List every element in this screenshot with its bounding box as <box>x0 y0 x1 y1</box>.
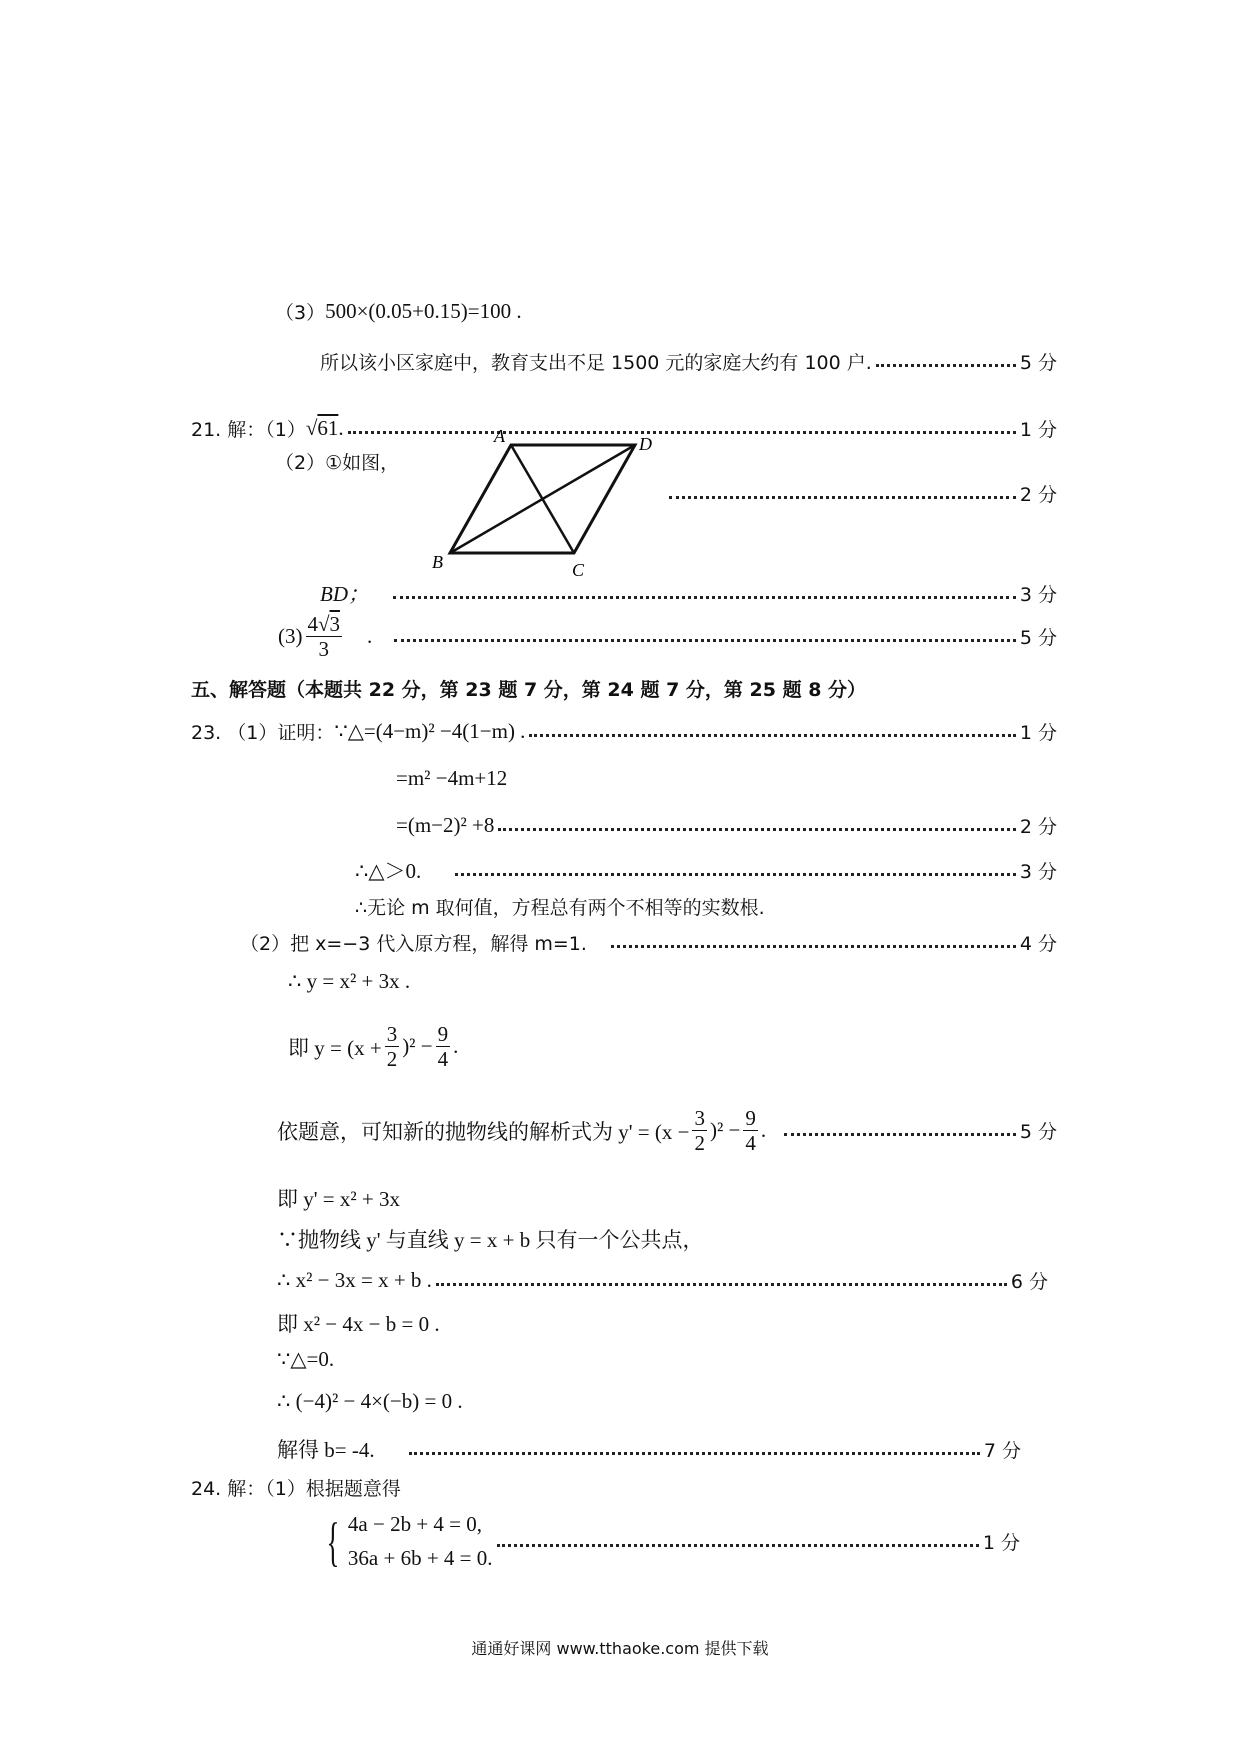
q23-line2 <box>396 766 507 791</box>
section-heading <box>191 675 866 702</box>
period: . <box>367 624 373 649</box>
q23-line9 <box>277 1183 400 1213</box>
denominator: 2 <box>386 1047 398 1072</box>
math-line: 解得 b= -4. <box>277 1438 375 1462</box>
math-line: 即 x² − 4x − b = 0 . <box>277 1312 440 1336</box>
q23-line10 <box>277 1224 703 1254</box>
q23-line5 <box>355 893 765 920</box>
fraction <box>436 1022 451 1071</box>
math-prefix: 即 y = (x + <box>288 1035 382 1060</box>
math-line: ∵抛物线 y' 与直线 y = x + b 只有一个公共点， <box>277 1228 704 1252</box>
q24-system <box>320 1508 1020 1575</box>
math-mid: )² − <box>402 1034 433 1059</box>
part2-text: （2）把 x=−3 代入原方程，解得 m=1. <box>240 933 587 955</box>
math-mid: )² − <box>709 1118 741 1143</box>
numerator: 9 <box>437 1022 449 1046</box>
fraction <box>385 1022 400 1071</box>
sqrt-expression: √61. <box>305 416 344 440</box>
q23-line15 <box>277 1434 1021 1464</box>
math-line: ∵△=0. <box>277 1347 335 1371</box>
dotted-leader <box>498 828 1015 831</box>
vertex-label-b: B <box>432 552 443 572</box>
math-line: ∵△=(4−m)² −4(1−m) . <box>334 719 526 743</box>
score: 5 分 <box>1019 627 1057 650</box>
fraction: $\frac{4√3}{3}$ <box>307 612 341 662</box>
numerator: 3 <box>386 1022 398 1046</box>
bd-answer: BD； <box>320 582 369 606</box>
score: 5 分 <box>1019 352 1057 374</box>
denominator: 2 <box>694 1131 705 1156</box>
dotted-leader <box>669 496 1016 499</box>
math-line: =m² −4m+12 <box>396 766 508 790</box>
dotted-leader <box>876 364 1016 367</box>
dotted-leader <box>409 1452 980 1455</box>
score: 4 分 <box>1019 933 1057 955</box>
equation-1: 4a − 2b + 4 = 0, <box>347 1512 483 1536</box>
denominator: 4 <box>745 1131 756 1156</box>
vertex-label-c: C <box>572 560 585 580</box>
numerator-radicand: 3 <box>329 612 341 636</box>
vertex-label-a: A <box>494 426 505 446</box>
dotted-leader <box>393 596 1016 599</box>
vertex-label-d: D <box>639 434 652 454</box>
dotted-leader <box>611 945 1016 948</box>
math-line: ∴ (−4)² − 4×(−b) = 0 . <box>277 1389 463 1413</box>
score: 2 分 <box>1019 484 1057 506</box>
q23-line14 <box>277 1389 463 1414</box>
q23-line6 <box>288 969 410 994</box>
diagonal-bd <box>450 445 635 553</box>
dotted-leader <box>529 734 1015 737</box>
conclusion-text: ∴无论 m 取何值，方程总有两个不相等的实数根. <box>355 897 765 919</box>
q23-line11 <box>277 1267 1048 1294</box>
q21-part2-label <box>275 448 399 475</box>
math-line: ∴ x² − 3x = x + b . <box>277 1268 432 1292</box>
q23-line4 <box>355 855 1057 885</box>
part-label: （2）①如图， <box>275 452 400 474</box>
numerator-coef: 4 <box>307 612 318 636</box>
dotted-leader <box>784 1133 1016 1136</box>
left-brace: { <box>326 1511 340 1572</box>
score: 3 分 <box>1019 860 1057 883</box>
dotted-leader <box>436 1283 1007 1286</box>
math-line: =(m−2)² +8 <box>396 813 495 837</box>
denominator: 4 <box>437 1047 449 1072</box>
q20-conclusion <box>320 348 1057 375</box>
score: 6 分 <box>1010 1271 1048 1293</box>
q20-part3 <box>275 298 522 325</box>
dotted-leader <box>497 1544 979 1547</box>
math-prefix: 依题意，可知新的抛物线的解析式为 y' = (x − <box>277 1119 690 1144</box>
equation-system <box>348 1508 493 1575</box>
period: . <box>760 1118 767 1143</box>
numerator: 9 <box>745 1106 756 1130</box>
part-label: （3） <box>275 302 326 324</box>
math-line: 即 y' = x² + 3x <box>277 1187 401 1211</box>
fraction <box>743 1106 758 1155</box>
score: 1 分 <box>1019 722 1057 744</box>
dotted-leader <box>394 639 1016 642</box>
q24-label <box>191 1474 401 1501</box>
q23-line3 <box>396 812 1057 839</box>
dotted-leader <box>455 873 1016 876</box>
q23-part2 <box>240 929 1057 956</box>
q23-line8 <box>277 1106 1057 1155</box>
part-label: (3) <box>278 624 303 649</box>
numerator: 3 <box>694 1106 705 1130</box>
conclusion-text: 所以该小区家庭中，教育支出不足 1500 元的家庭大约有 100 户. <box>320 352 872 374</box>
section-heading-text: 五、解答题（本题共 22 分，第 23 题 7 分，第 24 题 7 分，第 25 题 8 分） <box>191 679 867 701</box>
footer-text: 通通好课网 www.tthaoke.com 提供下载 <box>471 1639 769 1658</box>
radicand: 61 <box>317 416 339 440</box>
math-line: ∴ y = x² + 3x . <box>288 969 411 993</box>
q23-line1 <box>191 718 1057 745</box>
score: 7 分 <box>983 1439 1021 1462</box>
score: 2 分 <box>1019 816 1057 838</box>
fraction <box>692 1106 707 1155</box>
equation-2: 36a + 6b + 4 = 0. <box>347 1545 493 1570</box>
question-label: 24. 解：（1）根据题意得 <box>191 1478 401 1500</box>
math-expression: 500×(0.05+0.15)=100 . <box>325 299 522 323</box>
score: 1 分 <box>982 1532 1020 1555</box>
score: 5 分 <box>1019 1121 1057 1144</box>
q21-part2-score <box>665 480 1057 507</box>
parallelogram-figure <box>420 420 680 580</box>
score: 1 分 <box>1019 419 1057 441</box>
q21-bd <box>320 578 1057 608</box>
score: 3 分 <box>1019 583 1057 606</box>
question-label: 23. （1）证明： <box>191 722 335 744</box>
period: . <box>453 1034 459 1059</box>
math-line: ∴△＞0. <box>355 859 422 883</box>
denominator: 3 <box>318 637 330 662</box>
q23-line12 <box>277 1308 440 1338</box>
q23-line7 <box>288 1022 458 1071</box>
question-label: 21. 解：（1） <box>191 419 306 441</box>
q21-part3 <box>278 612 1057 661</box>
q23-line13 <box>277 1347 334 1372</box>
